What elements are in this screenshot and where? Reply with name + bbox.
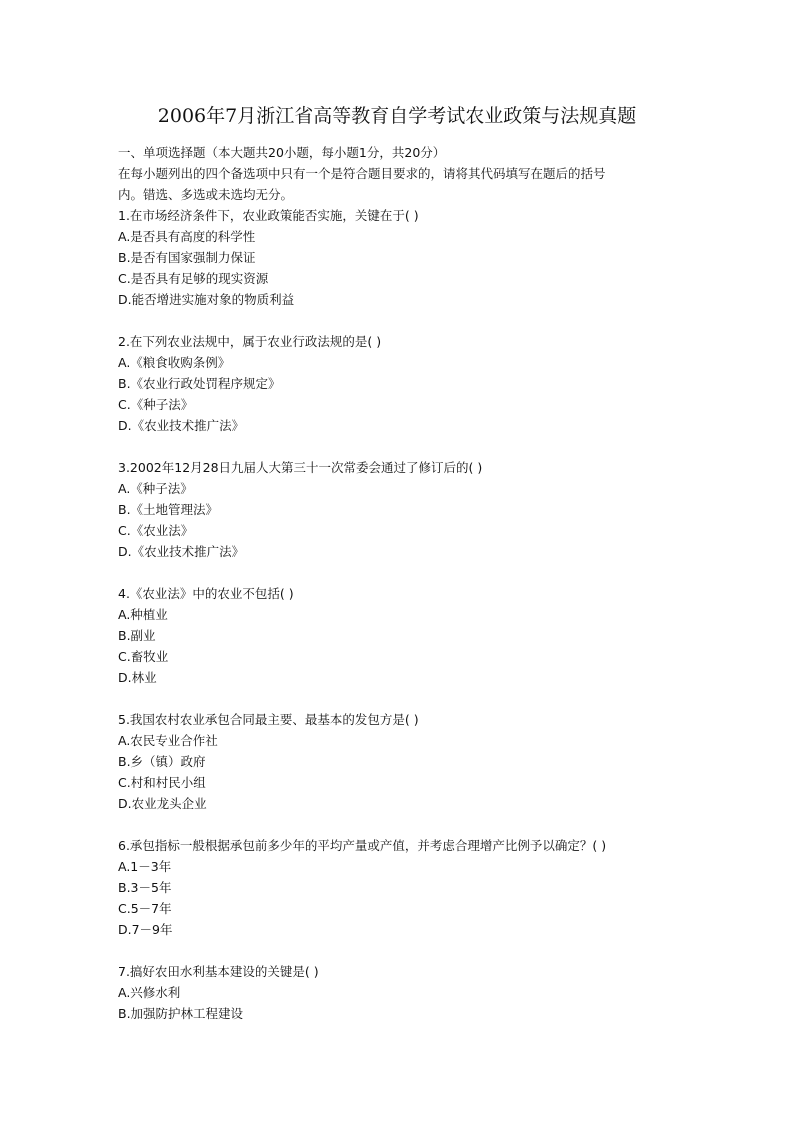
option-c: C.5－7年 <box>118 901 172 916</box>
document-content <box>118 142 678 1024</box>
question-stem: 5.我国农村农业承包合同最主要、最基本的发包方是( ) <box>118 712 419 727</box>
question-stem: 2.在下列农业法规中，属于农业行政法规的是( ) <box>118 334 382 349</box>
question-4 <box>118 583 678 688</box>
option-a: A.种植业 <box>118 607 168 622</box>
document-title: 2006年7月浙江省高等教育自学考试农业政策与法规真题 <box>157 105 637 127</box>
option-d: D.农业龙头企业 <box>118 796 207 811</box>
option-c: C.是否具有足够的现实资源 <box>118 271 269 286</box>
question-stem: 6.承包指标一般根据承包前多少年的平均产量或产值，并考虑合理增产比例予以确定？( ) <box>118 838 607 853</box>
question-stem: 1.在市场经济条件下，农业政策能否实施，关键在于( ) <box>118 208 419 223</box>
option-b: B.乡（镇）政府 <box>118 754 206 769</box>
instructions-line: 在每小题列出的四个备选项中只有一个是符合题目要求的，请将其代码填写在题后的括号 <box>118 166 606 181</box>
question-3 <box>118 457 678 562</box>
section-heading: 一、单项选择题（本大题共20小题，每小题1分，共20分） <box>118 145 446 160</box>
option-d: D.林业 <box>118 670 157 685</box>
option-a: A.农民专业合作社 <box>118 733 218 748</box>
question-5 <box>118 709 678 814</box>
question-stem: 3.2002年12月28日九届人大第三十一次常委会通过了修订后的( ) <box>118 460 483 475</box>
question-2 <box>118 331 678 436</box>
question-7 <box>118 961 678 1024</box>
option-c: C.村和村民小组 <box>118 775 206 790</box>
option-d: D.《农业技术推广法》 <box>118 544 245 559</box>
question-stem: 7.搞好农田水利基本建设的关键是( ) <box>118 964 319 979</box>
option-c: C.《种子法》 <box>118 397 194 412</box>
option-a: A.1－3年 <box>118 859 172 874</box>
question-stem: 4.《农业法》中的农业不包括( ) <box>118 586 294 601</box>
option-c: C.畜牧业 <box>118 649 169 664</box>
option-a: A.《粮食收购条例》 <box>118 355 231 370</box>
option-b: B.加强防护林工程建设 <box>118 1006 244 1021</box>
question-6 <box>118 835 678 940</box>
instructions-line: 内。错选、多选或未选均无分。 <box>118 187 294 202</box>
option-b: B.3－5年 <box>118 880 172 895</box>
option-c: C.《农业法》 <box>118 523 194 538</box>
option-a: A.《种子法》 <box>118 481 193 496</box>
option-d: D.能否增进实施对象的物质利益 <box>118 292 295 307</box>
option-a: A.兴修水利 <box>118 985 181 1000</box>
question-1 <box>118 205 678 310</box>
option-d: D.7－9年 <box>118 922 173 937</box>
option-b: B.副业 <box>118 628 156 643</box>
option-d: D.《农业技术推广法》 <box>118 418 245 433</box>
option-b: B.《土地管理法》 <box>118 502 219 517</box>
option-b: B.是否有国家强制力保证 <box>118 250 256 265</box>
option-b: B.《农业行政处罚程序规定》 <box>118 376 281 391</box>
option-a: A.是否具有高度的科学性 <box>118 229 256 244</box>
